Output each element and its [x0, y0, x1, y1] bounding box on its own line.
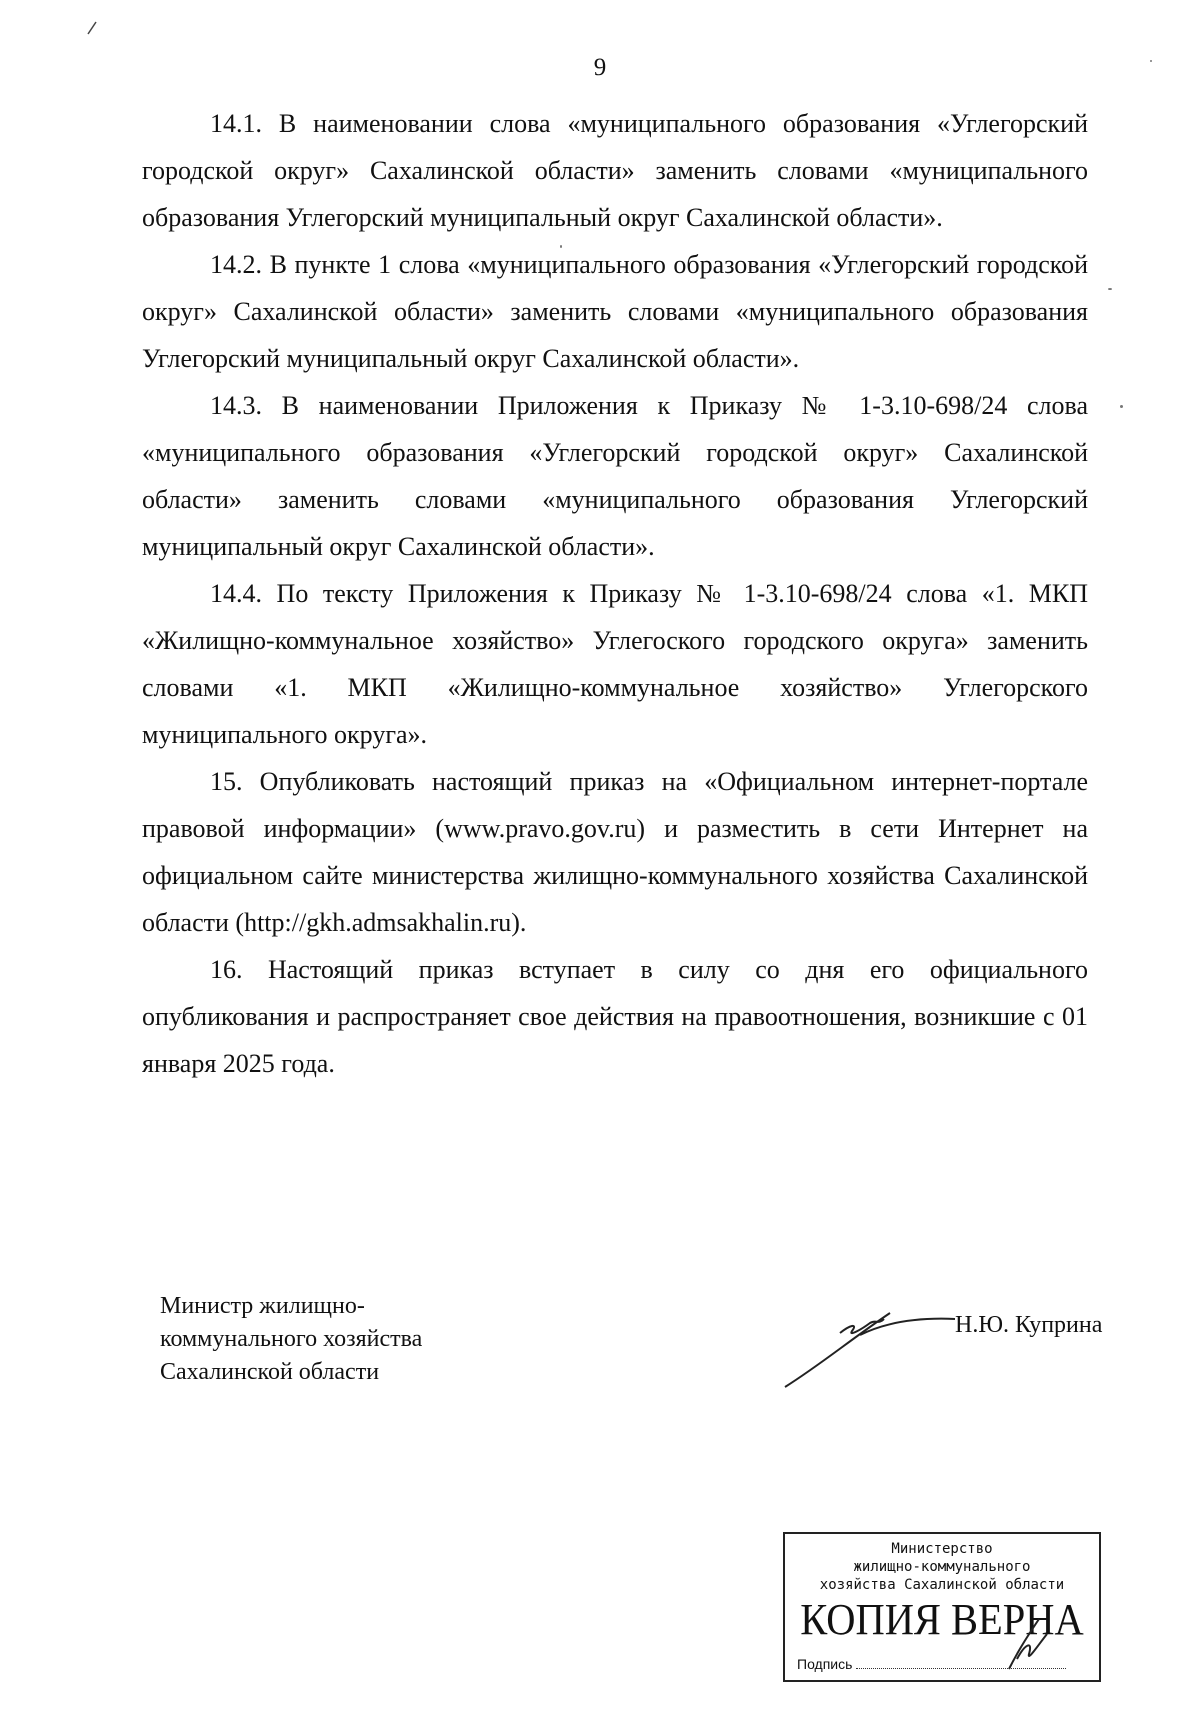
body-text: [142, 100, 1088, 1087]
stamp-org-line: хозяйства Сахалинской области: [819, 1577, 1065, 1593]
signer-title-line: Министр жилищно-: [160, 1293, 365, 1319]
stamp-title: КОПИЯ ВЕРНА: [800, 1595, 1084, 1644]
handwritten-signature: [780, 1295, 960, 1395]
stamp-signature-mark: [999, 1614, 1059, 1674]
certification-stamp: [783, 1532, 1101, 1682]
stamp-organization: [785, 1540, 1099, 1594]
scan-artifact: [86, 18, 106, 38]
scan-speck: [560, 245, 562, 248]
signer-title-line: Сахалинской области: [160, 1359, 380, 1385]
stamp-org-line: Министерство: [891, 1541, 993, 1557]
paragraph-16: 16. Настоящий приказ вступает в силу со дня его официального опубликования и распространяет свое действия на правоотношения, возникшие с 01 января 2025 года.: [142, 955, 1088, 1078]
scan-speck: [1120, 405, 1123, 408]
stamp-signature-label: Подпись: [797, 1656, 853, 1672]
paragraph-14-3: 14.3. В наименовании Приложения к Приказу № 1-3.10-698/24 слова «муниципального образования «Углегорский городской округ» Сахалинской области» заменить словами «муниципального образования Углегорский муниципальный округ Сахалинской области».: [142, 391, 1088, 561]
signer-title: [160, 1290, 422, 1389]
paragraph-14-1: 14.1. В наименовании слова «муниципального образования «Углегорский городской округ» Сахалинской области» заменить словами «муниципального образования Углегорский муниципальный округ Сахалинской области».: [142, 109, 1088, 232]
scan-speck: [1150, 60, 1152, 62]
scan-speck: [1108, 288, 1112, 290]
signer-name: Н.Ю. Куприна: [955, 1312, 1103, 1338]
paragraph-14-4: 14.4. По тексту Приложения к Приказу № 1-3.10-698/24 слова «1. МКП «Жилищно-коммунальное хозяйство» Углегоского городского округа» заменить словами «1. МКП «Жилищно-коммунальное хозяйство» Углегорского муниципального округа».: [142, 579, 1088, 749]
page-number: 9: [593, 54, 607, 81]
paragraph-15: 15. Опубликовать настоящий приказ на «Официальном интернет-портале правовой информации» (www.pravo.gov.ru) и разместить в сети Интернет на официальном сайте министерства жилищно-коммунального хозяйства Сахалинской области (http://gkh.admsakhalin.ru).: [142, 767, 1088, 937]
stamp-org-line: жилищно-коммунального: [853, 1559, 1031, 1575]
signer-title-line: коммунального хозяйства: [160, 1326, 423, 1352]
paragraph-14-2: 14.2. В пункте 1 слова «муниципального образования «Углегорский городской округ» Сахалинской области» заменить словами «муниципального образования Углегорский муниципальный округ Сахалинской области».: [142, 250, 1088, 373]
